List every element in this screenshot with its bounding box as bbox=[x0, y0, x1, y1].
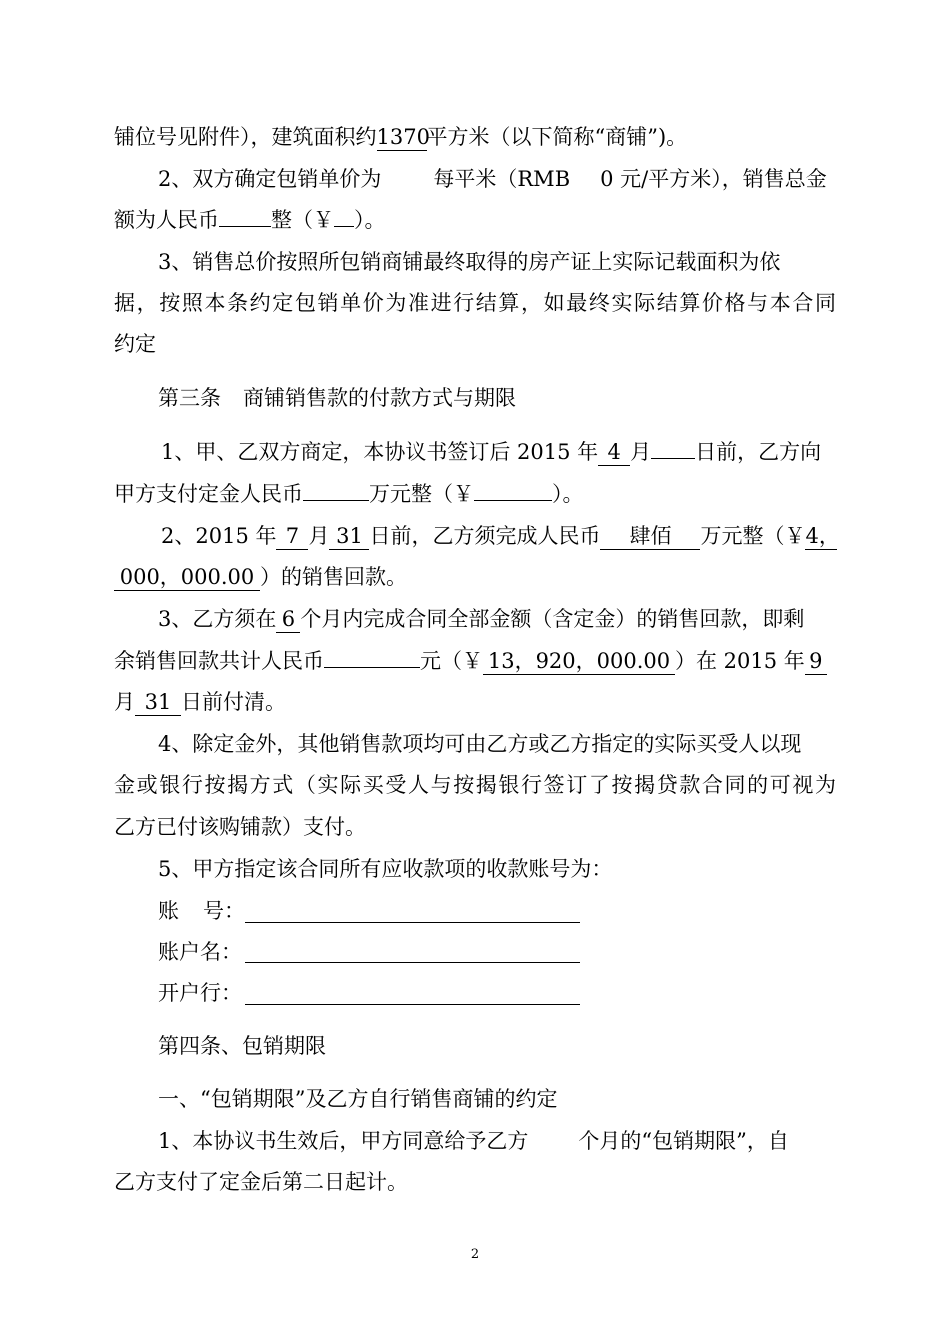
text: 日前，乙方须完成人民币 bbox=[369, 524, 601, 548]
paragraph-line: 5、甲方指定该合同所有应收款项的收款账号为： bbox=[158, 857, 613, 881]
text: 月 bbox=[114, 690, 135, 714]
section-heading: 第四条、包销期限 bbox=[158, 1034, 326, 1058]
bank-line bbox=[245, 1004, 580, 1005]
paragraph-line bbox=[158, 164, 827, 194]
paragraph-line bbox=[114, 122, 687, 152]
paragraph-line: 4、除定金外，其他销售款项均可由乙方或乙方指定的实际买受人以现 bbox=[158, 732, 802, 756]
text: 每平米（RMB bbox=[433, 167, 571, 191]
text: 2、双方确定包销单价为 bbox=[158, 167, 382, 191]
paragraph-line bbox=[158, 1126, 789, 1156]
filled-blank: 9 bbox=[805, 648, 827, 675]
paragraph-line: 金或银行按揭方式（实际买受人与按揭银行签订了按揭贷款合同的可视为 bbox=[114, 773, 836, 797]
empty-blank bbox=[334, 226, 354, 227]
paragraph-line bbox=[114, 562, 407, 592]
paragraph-line bbox=[161, 437, 821, 467]
text: 0 元/平方米），销售总金 bbox=[600, 167, 827, 191]
text: ）的销售回款。 bbox=[260, 565, 407, 589]
empty-blank bbox=[474, 500, 552, 501]
text: 万元整（￥ bbox=[369, 482, 474, 506]
paragraph-line bbox=[161, 521, 840, 551]
filled-blank: 31 bbox=[329, 523, 369, 550]
text: 整（￥ bbox=[271, 208, 334, 232]
account-name-label: 账户名： bbox=[158, 940, 242, 964]
paragraph-line: 据，按照本条约定包销单价为准进行结算，如最终实际结算价格与本合同 bbox=[114, 291, 836, 315]
filled-blank: 4， bbox=[805, 524, 840, 548]
empty-blank bbox=[219, 226, 271, 227]
text: 日前付清。 bbox=[181, 690, 286, 714]
text: 元（￥ bbox=[420, 649, 483, 673]
section-heading bbox=[158, 383, 516, 413]
filled-blank: 31 bbox=[135, 689, 181, 716]
text: ）。 bbox=[354, 208, 386, 232]
filled-blank: 13，920，000.00 bbox=[483, 648, 675, 675]
page-number: 2 bbox=[470, 1247, 480, 1262]
paragraph-line: 乙方支付了定金后第二日起计。 bbox=[114, 1170, 408, 1194]
text: 万元整（￥ bbox=[700, 524, 806, 548]
text: 铺位号见附件），建筑面积约 bbox=[114, 125, 377, 149]
filled-blank: 4 bbox=[598, 439, 630, 466]
text: 3、乙方须在 bbox=[158, 607, 277, 631]
filled-blank: 1370 bbox=[376, 125, 430, 149]
text: 第三条 bbox=[158, 386, 221, 410]
text: 额为人民币 bbox=[114, 208, 219, 232]
account-number-line bbox=[245, 922, 580, 923]
paragraph-line bbox=[114, 479, 584, 509]
empty-blank bbox=[651, 458, 695, 459]
bank-label: 开户行： bbox=[158, 981, 242, 1005]
text: 个月内完成合同全部金额（含定金）的销售回款，即剩 bbox=[300, 607, 805, 631]
text: 2、2015 年 bbox=[161, 524, 277, 548]
filled-blank: 肆佰 bbox=[600, 523, 700, 550]
text: 号： bbox=[203, 899, 245, 923]
text: 月 bbox=[308, 524, 330, 548]
text: ）在 2015 年 bbox=[675, 649, 805, 673]
empty-blank bbox=[324, 667, 420, 668]
account-number-label bbox=[158, 896, 245, 926]
text: 1、甲、乙双方商定，本协议书签订后 2015 年 bbox=[161, 440, 599, 464]
text: 日前，乙方向 bbox=[695, 440, 822, 464]
text: 个月的“包销期限”，自 bbox=[578, 1129, 789, 1153]
text: 余销售回款共计人民币 bbox=[114, 649, 324, 673]
subsection-heading: 一、“包销期限”及乙方自行销售商铺的约定 bbox=[158, 1087, 558, 1111]
filled-blank: 6 bbox=[276, 606, 300, 633]
text: ）。 bbox=[552, 482, 584, 506]
paragraph-line: 约定 bbox=[114, 332, 156, 356]
paragraph-line bbox=[114, 687, 286, 717]
text: 甲方支付定金人民币 bbox=[114, 482, 303, 506]
paragraph-line bbox=[158, 604, 804, 634]
text: 账 bbox=[158, 899, 179, 923]
empty-blank bbox=[303, 500, 369, 501]
filled-blank: 7 bbox=[276, 523, 308, 550]
account-name-line bbox=[245, 962, 580, 963]
paragraph-line: 乙方已付该购铺款）支付。 bbox=[114, 815, 366, 839]
filled-blank: 000，000.00 bbox=[114, 564, 260, 591]
paragraph-line bbox=[114, 646, 827, 676]
paragraph-line: 3、销售总价按照所包销商铺最终取得的房产证上实际记载面积为依 bbox=[158, 250, 781, 274]
text: 商铺销售款的付款方式与期限 bbox=[243, 386, 516, 410]
paragraph-line bbox=[114, 205, 386, 235]
text: 1、本协议书生效后，甲方同意给予乙方 bbox=[158, 1129, 529, 1153]
text: 平方米（以下简称“商铺”)。 bbox=[426, 125, 688, 149]
text: 月 bbox=[630, 440, 652, 464]
